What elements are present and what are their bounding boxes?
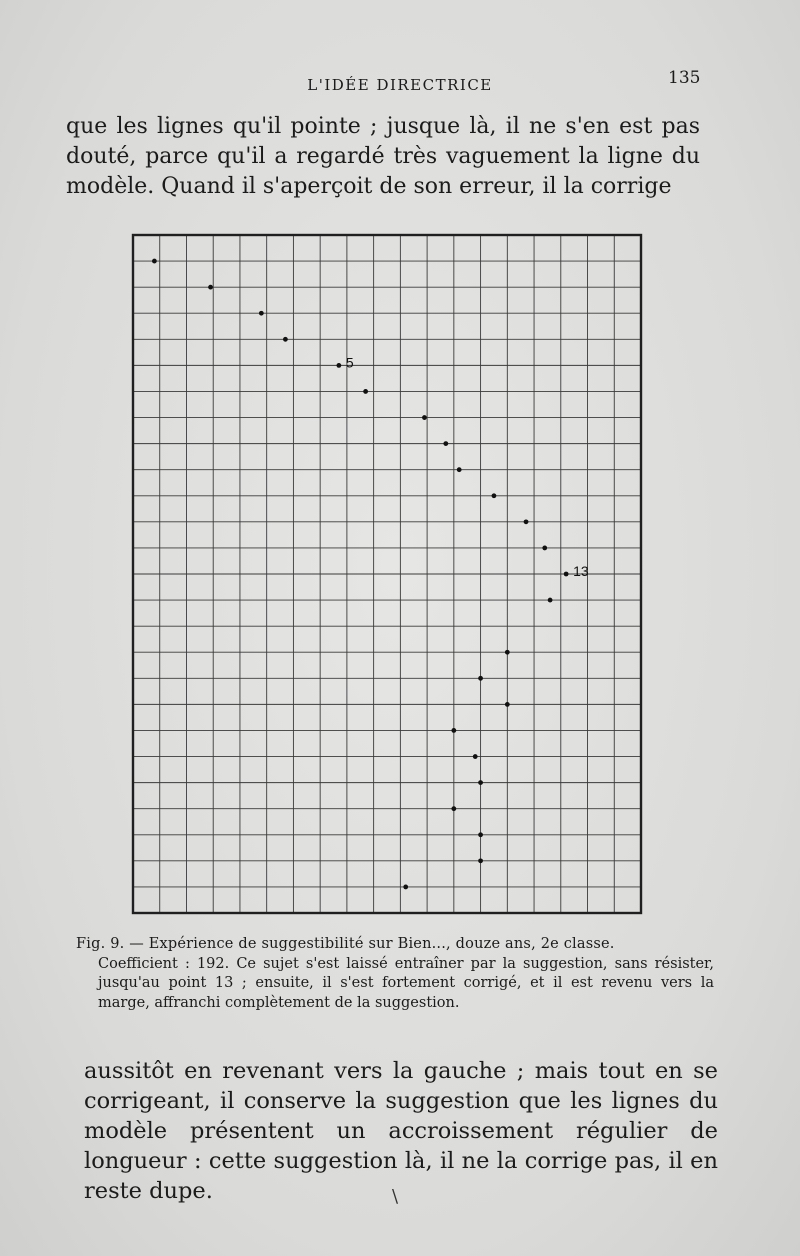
grid-point [505, 702, 510, 707]
grid-point [336, 363, 341, 368]
grid-point [259, 311, 264, 316]
figure-grid [130, 232, 644, 916]
page-number: 135 [668, 68, 701, 88]
grid-point [478, 858, 483, 863]
grid-point [363, 389, 368, 394]
grid-point [478, 832, 483, 837]
grid-point [152, 259, 157, 264]
grid-svg [130, 232, 644, 916]
grid-point [208, 285, 213, 290]
point-label: 13 [573, 563, 589, 579]
grid-point [478, 780, 483, 785]
grid-point [478, 676, 483, 681]
body-text-top: que les lignes qu'il pointe ; jusque là, il ne s'en est pas douté, parce qu'il a regardé très vaguement la ligne du modèle. Quand il s'aperçoit de son erreur, il la corrige [66, 114, 700, 199]
grid-point [283, 337, 288, 342]
running-title: L'IDÉE DIRECTRICE [307, 76, 493, 94]
grid-point [403, 885, 408, 890]
grid-point [492, 493, 497, 498]
grid-point [422, 415, 427, 420]
grid-point [524, 519, 529, 524]
grid-point [451, 806, 456, 811]
grid-point [473, 754, 478, 759]
grid-point [542, 546, 547, 551]
grid-point [457, 467, 462, 472]
caption-body: Coefficient : 192. Ce sujet s'est laissé entraîner par la suggestion, sans résister, jusqu'au point 13 ; ensuite, il s'est fortement corrigé, et il est revenu vers la marge, affranchi complètement de la suggestion. [98, 955, 714, 1011]
grid-point [564, 572, 569, 577]
ink-mark: \ [392, 1186, 399, 1207]
caption-lead: Fig. 9. — Expérience de suggestibilité sur Bien..., douze ans, 2e classe. [76, 936, 615, 952]
point-label: 5 [345, 354, 354, 371]
grid-point [505, 650, 510, 655]
grid-point [443, 441, 448, 446]
figure-caption [76, 935, 714, 1013]
body-text-bottom: aussitôt en revenant vers la gauche ; mais tout en se corrigeant, il conserve la suggestion que les lignes du modèle présentent un accroissement régulier de longueur : cette suggestion là, il ne la corrige pas, il en reste dupe. [84, 1058, 718, 1204]
grid-point [548, 598, 553, 603]
grid-point [451, 728, 456, 733]
